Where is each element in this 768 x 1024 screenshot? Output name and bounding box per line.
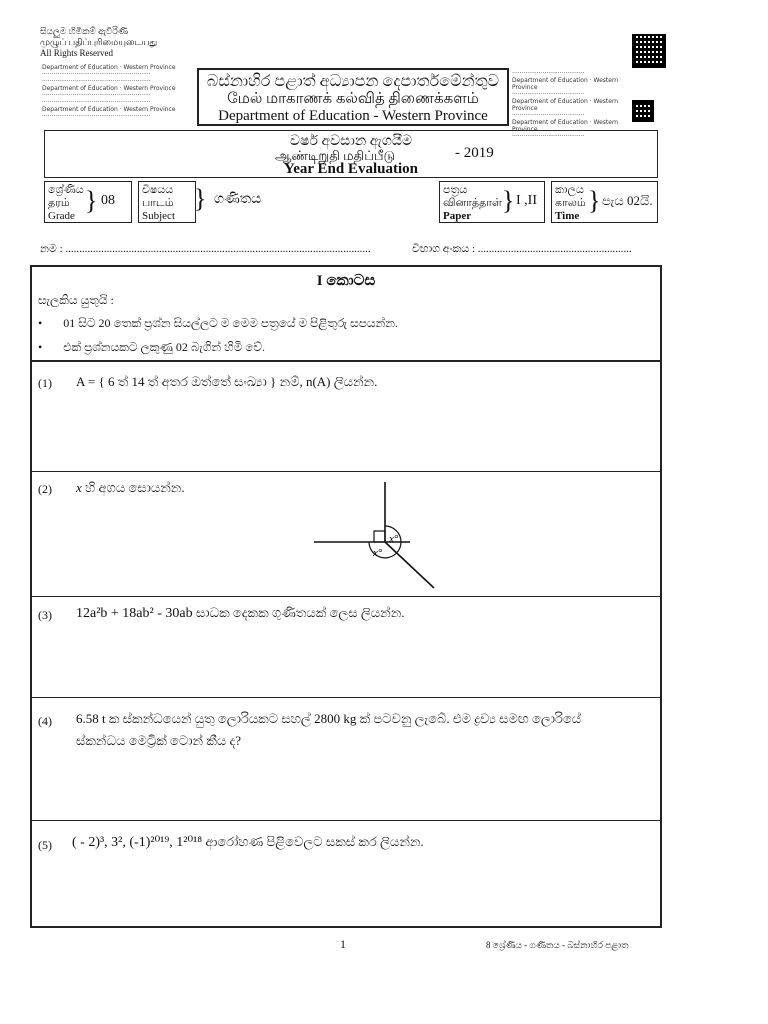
- paper-value: I ,II: [516, 193, 537, 208]
- brace-icon: }: [194, 184, 207, 213]
- rights-english: All Rights Reserved: [40, 48, 113, 58]
- question-3-text: [76, 605, 405, 622]
- question-5-instruction: ආරෝහණ පිළිවෙලට සකස් කර ලියන්න.: [202, 834, 424, 849]
- time-box: [551, 181, 658, 223]
- time-label-ta: காலம்: [555, 197, 586, 209]
- subject-value: ගණිතය: [214, 192, 262, 207]
- dept-english: Department of Education - Western Province: [218, 108, 488, 124]
- grade-label-en: Grade: [48, 210, 75, 222]
- brace-icon: }: [502, 186, 515, 215]
- question-1-number: (1): [38, 376, 52, 390]
- time-value: පැය 02යි.: [602, 193, 653, 208]
- index-number-field[interactable]: [412, 243, 632, 256]
- side-text-left: Department of Education · Western Province ························································· ························································· Department of Education · Western Province ························································· ························································· Department of Education · Western Province ·························································: [42, 64, 176, 120]
- bullet-icon: •: [38, 316, 43, 330]
- subject-label-ta: பாடம்: [142, 197, 174, 209]
- question-5-number: (5): [38, 838, 52, 852]
- bullet-icon: •: [38, 340, 43, 354]
- note-label: සැලකිය යුතුයි :: [38, 293, 114, 307]
- exam-title-sinhala: වර්ෂ අවසාන ඇගයීම: [289, 134, 413, 149]
- brace-icon: }: [588, 186, 601, 215]
- question-2-variable: x: [76, 480, 82, 495]
- part-title: I කොටස: [316, 273, 376, 289]
- exam-title-english: Year End Evaluation: [284, 161, 418, 177]
- question-5-expression: ( - 2)³, 3², (-1)²⁰¹⁹, 1²⁰¹⁸: [72, 835, 203, 850]
- grade-label-si: ශ්‍රේණිය: [48, 184, 84, 196]
- name-dots: ...............................................................................................................: [65, 243, 371, 255]
- paper-label-en: Paper: [443, 210, 472, 222]
- question-4-text-line2: ස්කන්ධය මෙට්‍රික් ටොන් කීය ද?: [76, 733, 242, 748]
- name-label: නම :: [40, 243, 63, 255]
- subject-box: [138, 181, 196, 223]
- side-text-right: ······································ Department of Education · Western Province ······································ Department of Education · Western Province ······································ Department of Education · Western Province ······································: [512, 70, 619, 140]
- time-label-en: Time: [555, 210, 580, 222]
- dept-sinhala: බස්නාහිර පළාත් අධ්‍යාපන දෙපාර්තමේන්තුව: [206, 73, 500, 90]
- divider: [30, 360, 662, 362]
- question-3-expression: 12a²b + 18ab² - 30ab: [76, 606, 193, 621]
- instruction-2: [38, 340, 265, 355]
- divider: [30, 820, 662, 821]
- name-field[interactable]: [40, 243, 371, 256]
- paper-box: [439, 181, 545, 223]
- footer-text: 8 ශ්‍රේණිය - ගණිතය - බස්නාහිර පළාත: [486, 940, 629, 950]
- index-label: විභාග අංකය :: [412, 243, 476, 255]
- index-dots: ........................................................: [477, 243, 632, 255]
- grade-value: 08: [101, 193, 115, 208]
- brace-icon: }: [85, 186, 98, 215]
- question-2-number: (2): [38, 482, 52, 496]
- question-4-text-line1: 6.58 t ක ස්කන්ධයෙන් යුතු ලොරියකට සහල් 2800 kg ක් පටවනු ලැබේ. එම ද්‍රව්‍ය සමඟ ලොරියේ: [76, 711, 582, 726]
- rights-sinhala: සියලුම හිමිකම් ඇවිරිණි: [40, 26, 128, 36]
- angle-label-a: x°: [389, 533, 399, 545]
- question-3-number: (3): [38, 608, 52, 622]
- paper-label-ta: வினாத்தாள்: [443, 197, 502, 209]
- paper-label-si: පත්‍රය: [443, 184, 468, 196]
- angle-label-b: x°: [373, 547, 383, 559]
- question-2-instruction: හි අගය සොයන්න.: [81, 480, 185, 495]
- exam-title-box: [44, 130, 658, 178]
- dept-tamil: மேல் மாகாணக் கல்வித் திணைக்களம்: [227, 91, 479, 107]
- question-3-instruction: සාධක දෙකක ගුණිතයක් ලෙස ලියන්න.: [192, 605, 405, 620]
- qr-code-icon: [632, 34, 666, 68]
- divider: [30, 596, 662, 597]
- instruction-2-text: එක් ප්‍රශ්නයකට ලකුණු 02 බැගින් හිමි වේ.: [63, 340, 266, 354]
- qr-code-small-icon: [632, 100, 654, 122]
- grade-box: [44, 181, 132, 223]
- time-label-si: කාලය: [555, 184, 584, 196]
- instruction-1-text: 01 සිට 20 තෙක් ප්‍රශ්න සියල්ලට ම මෙම පත්‍රයේ ම පිළිතුරු සපයන්න.: [63, 316, 399, 330]
- divider: [30, 471, 662, 472]
- question-1-text: A = { 6 ත් 14 ත් අතර ඔත්තේ සංඛ්‍යා } නම්, n(A) ලියන්න.: [76, 374, 378, 389]
- divider: [30, 697, 662, 698]
- subject-label-si: විෂයය: [142, 184, 174, 196]
- page-number: 1: [340, 937, 346, 951]
- rights-tamil: முழுப் பதிப்புரிமையுடையது: [40, 37, 158, 47]
- exam-title-tamil: ஆண்டிறுதி மதிப்பீடு: [275, 148, 396, 163]
- subject-label-en: Subject: [142, 210, 175, 222]
- grade-label-ta: தரம்: [48, 197, 70, 209]
- angle-diagram: [300, 476, 460, 596]
- instruction-1: [38, 316, 398, 331]
- question-2-text: [76, 480, 185, 496]
- exam-year: - 2019: [455, 145, 494, 161]
- question-4-number: (4): [38, 714, 52, 728]
- department-box: [197, 68, 509, 126]
- question-5-text: [72, 834, 424, 851]
